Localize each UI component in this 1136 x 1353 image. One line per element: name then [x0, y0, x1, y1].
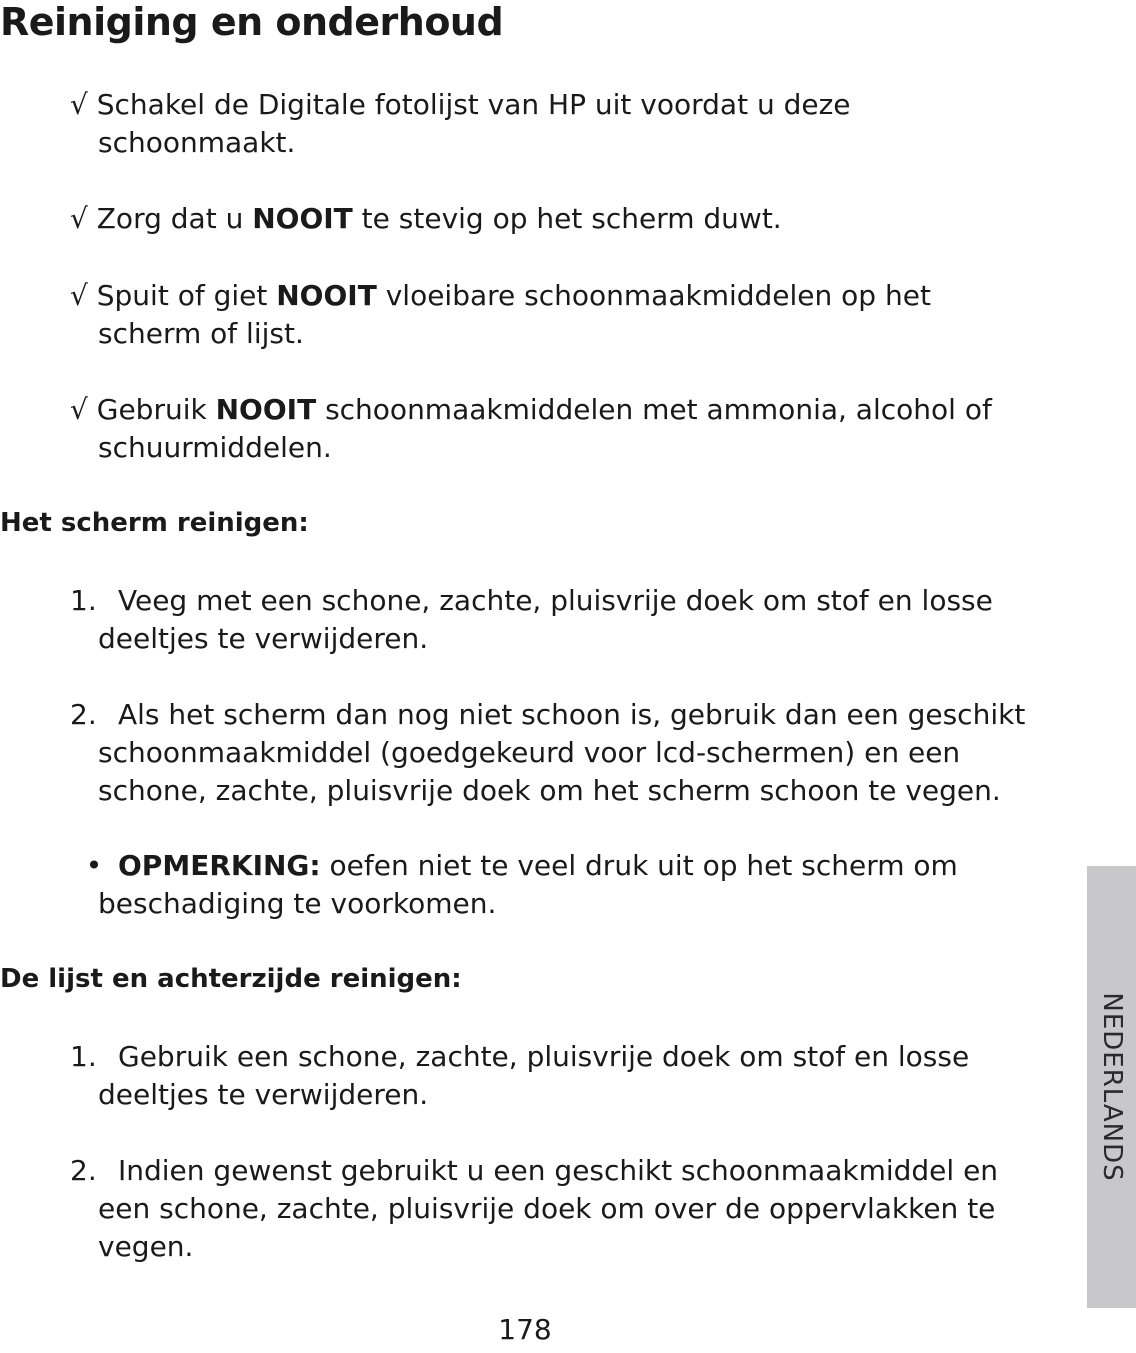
precaution-item: [70, 86, 1060, 162]
note-text: oefen niet te veel druk uit op het scherm om: [320, 849, 958, 882]
precaution-text: Gebruik: [96, 393, 216, 426]
precaution-item: [70, 277, 1060, 353]
step-text: Indien gewenst gebruikt u een geschikt schoonmaakmiddel en: [118, 1154, 999, 1187]
note-label: OPMERKING:: [118, 849, 321, 882]
checkmark-icon: √: [70, 88, 88, 121]
precaution-item: [70, 200, 1060, 238]
page-title: Reiniging en onderhoud: [0, 0, 504, 44]
step-text: Als het scherm dan nog niet schoon is, gebruik dan een geschikt: [118, 698, 1026, 731]
checkmark-icon: √: [70, 202, 88, 235]
note-item: [70, 847, 1060, 923]
step-text: Gebruik een schone, zachte, pluisvrije doek om stof en losse: [118, 1040, 970, 1073]
step-item: [70, 1038, 1060, 1114]
section-heading-frame: De lijst en achterzijde reinigen:: [0, 964, 462, 994]
checkmark-icon: √: [70, 279, 88, 312]
step-item: [70, 1152, 1060, 1266]
emphasis-text: NOOIT: [276, 279, 377, 312]
precaution-text: te stevig op het scherm duwt.: [352, 202, 782, 235]
step-number: 1.: [70, 1040, 97, 1073]
step-text: vegen.: [98, 1230, 194, 1263]
step-text: schone, zachte, pluisvrije doek om het scherm schoon te vegen.: [98, 774, 1001, 807]
precaution-text-continued: schoonmaakt.: [98, 126, 296, 159]
step-number: 2.: [70, 698, 97, 731]
emphasis-text: NOOIT: [215, 393, 317, 426]
bullet-icon: •: [85, 849, 103, 882]
step-item: [70, 582, 1060, 658]
note-text-continued: beschadiging te voorkomen.: [98, 887, 497, 920]
precaution-text-continued: schuurmiddelen.: [98, 431, 332, 464]
step-text: deeltjes te verwijderen.: [98, 1078, 429, 1111]
step-item: [70, 696, 1060, 810]
page-number: 178: [498, 1313, 552, 1346]
language-label: NEDERLANDS: [1096, 992, 1127, 1182]
language-side-tab: [1087, 866, 1136, 1308]
checkmark-icon: √: [70, 393, 88, 426]
precaution-item: [70, 391, 1060, 467]
step-text: Veeg met een schone, zachte, pluisvrije doek om stof en losse: [118, 584, 993, 617]
precaution-text: Spuit of giet: [96, 279, 277, 312]
step-number: 1.: [70, 584, 97, 617]
step-number: 2.: [70, 1154, 97, 1187]
step-text: een schone, zachte, pluisvrije doek om over de oppervlakken te: [98, 1192, 996, 1225]
precaution-text: vloeibare schoonmaakmiddelen op het: [376, 279, 931, 312]
precaution-text: Schakel de Digitale fotolijst van HP uit voordat u deze: [96, 88, 851, 121]
precaution-text: Zorg dat u: [96, 202, 253, 235]
section-heading-screen: Het scherm reinigen:: [0, 508, 309, 538]
step-text: schoonmaakmiddel (goedgekeurd voor lcd-schermen) en een: [98, 736, 961, 769]
step-text: deeltjes te verwijderen.: [98, 622, 429, 655]
precaution-text: schoonmaakmiddelen met ammonia, alcohol of: [316, 393, 992, 426]
emphasis-text: NOOIT: [252, 202, 353, 235]
precaution-text-continued: scherm of lijst.: [98, 317, 304, 350]
